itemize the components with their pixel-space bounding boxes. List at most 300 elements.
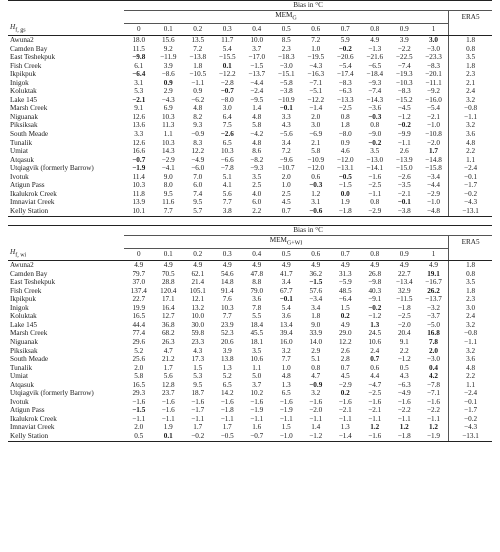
bias-value: −1.7 — [191, 406, 205, 415]
era5-value: 1.8 — [449, 36, 493, 45]
bias-value: 67.7 — [279, 286, 293, 295]
bias-value: 9.5 — [193, 380, 203, 389]
bias-value: 10.3 — [220, 147, 234, 156]
bias-value: −1.1 — [397, 414, 411, 423]
bias-value: −2.2 — [426, 406, 441, 415]
bias-value: −4.7 — [368, 380, 382, 389]
bias-value: 18.1 — [250, 337, 264, 346]
bias-value: 9.0 — [311, 320, 321, 329]
bias-value: 4.9 — [340, 320, 350, 329]
bias-value: −4.1 — [161, 164, 175, 173]
station-name: East Teshekpuk — [10, 278, 56, 287]
bias-value: −7.8 — [220, 164, 234, 173]
bias-value: 3.6 — [252, 295, 262, 304]
table1-group-row — [8, 10, 492, 23]
bias-value: 6.9 — [163, 104, 173, 113]
bias-value: −4.2 — [250, 130, 264, 139]
bias-value: 1.5 — [281, 423, 291, 432]
bias-value: −14.1 — [366, 164, 384, 173]
bias-value: 1.7 — [429, 147, 438, 156]
bias-value: 0.9 — [340, 138, 350, 147]
bias-value: −2.4 — [250, 87, 264, 96]
bias-value: 4.3 — [399, 372, 409, 381]
era5-value: 3.6 — [449, 130, 493, 139]
table-row — [8, 295, 492, 304]
station-name: Umiat — [10, 147, 28, 156]
table1-group-label: $MEM_G$ — [124, 10, 449, 23]
bias-value: 3.5 — [252, 346, 262, 355]
bias-value: 0.4 — [429, 363, 438, 372]
bias-value: 7.7 — [281, 355, 291, 364]
station-name: Marsh Creek — [10, 104, 48, 113]
bias-value: 5.3 — [134, 87, 144, 96]
table2-title-row — [8, 226, 492, 236]
bias-value: 12.6 — [132, 138, 146, 147]
bias-value: 14.3 — [161, 147, 175, 156]
bias-value: 11.4 — [132, 172, 145, 181]
bias-value: 12.6 — [132, 112, 146, 121]
bias-value: 4.9 — [134, 261, 144, 270]
table1-column-header: 0.8 — [360, 23, 390, 35]
bias-value: 2.3 — [281, 44, 291, 53]
era5-value: 3.5 — [449, 278, 493, 287]
table-row — [8, 398, 492, 407]
bias-value: −13.7 — [425, 295, 442, 304]
table-row — [8, 278, 492, 287]
bias-value: −1.0 — [426, 121, 441, 130]
bias-value: −4.9 — [397, 389, 411, 398]
bias-value: −7.4 — [368, 87, 382, 96]
station-name: Ikpikpuk — [10, 70, 36, 79]
bias-value: 14.0 — [309, 337, 323, 346]
bias-value: 37.0 — [132, 278, 146, 287]
bias-value: −16.0 — [425, 95, 442, 104]
bias-value: 16.5 — [132, 312, 146, 321]
table2-column-header-row — [8, 248, 492, 260]
bias-value: 4.3 — [281, 121, 291, 130]
bias-value: 48.5 — [338, 286, 352, 295]
bias-value: −10.3 — [395, 78, 413, 87]
bias-value: 52.3 — [220, 329, 234, 338]
bias-value: 3.3 — [134, 130, 144, 139]
bias-value: −1.0 — [426, 198, 441, 207]
bias-value: 5.4 — [222, 44, 232, 53]
bias-value: −6.6 — [220, 155, 234, 164]
bias-value: 11.8 — [132, 189, 145, 198]
bias-value: 0.9 — [163, 78, 173, 87]
bias-value: 4.9 — [163, 261, 173, 270]
era5-value: 1.8 — [449, 261, 493, 270]
table-row — [8, 104, 492, 113]
bias-value: −0.5 — [213, 432, 243, 441]
station-name: Koluktak — [10, 87, 37, 96]
bias-value: 26.8 — [368, 269, 382, 278]
table2-group-row — [8, 235, 492, 248]
bias-value: 22.7 — [132, 295, 146, 304]
table2-column-header: 1 — [419, 248, 449, 260]
bias-value: −5.9 — [338, 278, 352, 287]
bias-value: −4.4 — [250, 78, 264, 87]
bias-value: 7.7 — [222, 312, 232, 321]
bias-value: 16.8 — [427, 329, 440, 338]
bias-value: 2.2 — [399, 346, 409, 355]
bias-value: 31.3 — [338, 269, 352, 278]
bias-value: 5.0 — [252, 372, 262, 381]
table2-column-header: 0.9 — [390, 248, 420, 260]
table1-column-header: 0.5 — [272, 23, 302, 35]
bias-value: 47.8 — [250, 269, 264, 278]
station-name: Ivotuk — [10, 397, 29, 406]
era5-value: 3.2 — [449, 121, 493, 130]
bias-value: 0.8 — [311, 363, 321, 372]
bias-value: −1.1 — [426, 414, 441, 423]
era5-value: 3.2 — [449, 347, 493, 356]
bias-value: 3.9 — [222, 346, 232, 355]
bias-value: −2.1 — [397, 189, 411, 198]
bias-value: −20.1 — [425, 70, 442, 79]
bias-value: 5.8 — [252, 121, 262, 130]
bias-value: 0.0 — [340, 189, 350, 198]
bias-value: −0.6 — [301, 207, 331, 216]
bias-value: −8.3 — [397, 87, 411, 96]
bias-value: −0.7 — [220, 87, 234, 96]
bias-value: 10.3 — [161, 138, 175, 147]
table-row — [8, 139, 492, 148]
bias-value: −3.4 — [426, 172, 441, 181]
bias-value: 3.6 — [281, 312, 291, 321]
bias-value: 105.1 — [189, 286, 206, 295]
bias-value: −2.0 — [426, 138, 441, 147]
bias-value: −2.0 — [309, 406, 323, 415]
bias-value: 3.3 — [281, 112, 291, 121]
table-row — [8, 96, 492, 105]
bias-value: −4.3 — [309, 61, 323, 70]
table2-body — [8, 261, 492, 441]
bias-value: −1.2 — [301, 432, 331, 441]
bias-value: 9.2 — [163, 44, 173, 53]
bias-value: 4.3 — [193, 346, 203, 355]
table1-column-header: 0.7 — [331, 23, 361, 35]
bias-value: 1.2 — [429, 423, 438, 432]
table-row — [8, 423, 492, 432]
station-name: Inigok — [10, 78, 29, 87]
table2-column-header: 0.1 — [154, 248, 184, 260]
station-name: Imnaviat Creek — [10, 423, 55, 432]
bias-value: −1.6 — [161, 397, 175, 406]
bias-value: 36.8 — [161, 320, 175, 329]
bias-value: −6.4 — [338, 295, 352, 304]
era5-value: 2.4 — [449, 312, 493, 321]
bias-value: 12.7 — [161, 312, 175, 321]
bias-value: 4.2 — [429, 372, 438, 381]
bias-value: 1.8 — [193, 61, 203, 70]
bias-value: 7.5 — [222, 121, 232, 130]
bias-value: 28.8 — [161, 278, 175, 287]
bias-value: 2.6 — [340, 346, 350, 355]
bias-value: −1.6 — [250, 397, 264, 406]
bias-value: 1.0 — [281, 363, 291, 372]
bias-value: 7.8 — [429, 337, 438, 346]
bias-value: −3.0 — [279, 61, 293, 70]
bias-value: −1.6 — [397, 397, 411, 406]
bias-value: 3.0 — [429, 36, 438, 45]
bias-value: −7.1 — [309, 78, 323, 87]
bias-value: 4.1 — [222, 181, 232, 190]
station-name: Niguanak — [10, 337, 38, 346]
bias-value: −2.9 — [426, 189, 441, 198]
bias-value: 26.2 — [427, 286, 440, 295]
bias-value: 0.7 — [370, 355, 380, 364]
station-name: Inigok — [10, 303, 29, 312]
bias-value: −0.2 — [368, 138, 382, 147]
bias-value: 4.5 — [340, 372, 350, 381]
bias-value: −1.6 — [132, 397, 146, 406]
station-name: Awuna2 — [10, 36, 34, 45]
bias-value: 45.5 — [250, 329, 264, 338]
table-row — [8, 364, 492, 373]
bias-value: −1.6 — [368, 397, 382, 406]
station-name: Fish Creek — [10, 61, 42, 70]
bias-value: −2.9 — [338, 380, 352, 389]
era5-value: −2.4 — [449, 164, 493, 173]
bias-value: −1.6 — [220, 397, 234, 406]
bias-value: −1.2 — [397, 355, 411, 364]
bias-value: 6.0 — [252, 198, 262, 207]
bias-value: −1.5 — [250, 61, 264, 70]
bias-value: 70.5 — [161, 269, 175, 278]
bias-value: 4.9 — [340, 261, 350, 270]
bias-value: 4.9 — [399, 261, 409, 270]
bias-value: 5.7 — [183, 207, 213, 216]
bias-value: −6.3 — [338, 87, 352, 96]
bias-value: 4.9 — [429, 261, 438, 270]
era5-value: 4.8 — [449, 139, 493, 148]
bias-value: −7.4 — [397, 61, 411, 70]
bias-value: −9.5 — [250, 95, 264, 104]
station-name: Ivotuk — [10, 172, 29, 181]
table1-column-header: 0 — [124, 23, 154, 35]
bias-value: −9.3 — [250, 164, 264, 173]
bias-value: 12.1 — [191, 295, 205, 304]
bias-value: −10.5 — [189, 70, 207, 79]
era5-value: −0.8 — [449, 104, 493, 113]
bias-value: −1.6 — [426, 397, 441, 406]
bias-value: −1.1 — [220, 414, 234, 423]
bias-value: 4.0 — [252, 189, 262, 198]
bias-value: −11.5 — [396, 295, 413, 304]
era5-value: 0.8 — [449, 45, 493, 54]
bias-value: 1.6 — [252, 423, 262, 432]
bias-value: −13.4 — [395, 278, 413, 287]
bias-value: 2.6 — [399, 147, 409, 156]
bias-value: 4.9 — [281, 261, 291, 270]
bias-value: 3.9 — [163, 61, 173, 70]
bias-value: 13.4 — [279, 320, 293, 329]
bias-value: 39.4 — [279, 329, 293, 338]
bias-value: −0.1 — [397, 198, 411, 207]
bias-value: 9.0 — [163, 172, 173, 181]
bias-value: 10.3 — [161, 112, 175, 121]
bias-value: −8.2 — [250, 155, 264, 164]
bias-value: −13.8 — [189, 53, 207, 62]
bias-value: −17.0 — [248, 53, 266, 62]
table1-column-header: 0.1 — [154, 23, 184, 35]
bias-value: −1.6 — [309, 397, 323, 406]
bias-value: 9.5 — [193, 198, 203, 207]
table2-era-label: ERA5 — [449, 235, 493, 248]
era5-value: −0.2 — [449, 190, 493, 199]
bias-value: 2.0 — [311, 112, 321, 121]
bias-value: 2.5 — [252, 181, 262, 190]
era5-value: 0.8 — [449, 270, 493, 279]
bias-value: 91.4 — [220, 286, 234, 295]
bias-value: 10.6 — [250, 355, 264, 364]
era5-value: 1.8 — [449, 287, 493, 296]
bias-value: 8.6 — [252, 147, 262, 156]
bias-value: −8.3 — [426, 61, 441, 70]
bias-value: −1.5 — [132, 406, 146, 415]
table2-group-label: $MEM_{G+WI}$ — [124, 235, 449, 248]
bias-value: 3.0 — [311, 121, 321, 130]
bias-value: 16.4 — [161, 303, 175, 312]
bias-value: 10.1 — [124, 207, 154, 216]
bias-value: −2.1 — [426, 112, 441, 121]
bias-value: 1.7 — [193, 423, 203, 432]
bias-value: 0.5 — [124, 432, 154, 441]
bias-value: 4.6 — [340, 147, 350, 156]
bias-value: −6.3 — [397, 380, 411, 389]
bias-value: −20.6 — [336, 53, 354, 62]
station-name: Tunalik — [10, 363, 33, 372]
station-name: Marsh Creek — [10, 329, 48, 338]
bias-value: −0.1 — [279, 104, 293, 113]
bias-value: −3.5 — [397, 181, 411, 190]
station-name: Camden Bay — [10, 269, 48, 278]
bias-value: −1.1 — [309, 414, 323, 423]
bias-value: 5.5 — [252, 312, 262, 321]
table-row — [8, 389, 492, 398]
bias-value: 13.5 — [191, 36, 205, 45]
table-row — [8, 198, 492, 207]
table2-era-column-header — [449, 248, 493, 260]
bias-value: 1.8 — [311, 312, 321, 321]
bias-value: 6.5 — [222, 380, 232, 389]
bias-value: −2.1 — [132, 95, 146, 104]
era5-value: −13.1 — [449, 432, 493, 441]
bias-value: 1.3 — [281, 380, 291, 389]
bias-value: 10.0 — [250, 36, 264, 45]
era5-value: 3.5 — [449, 53, 493, 62]
bias-value: −4.4 — [426, 181, 441, 190]
era5-value: 2.4 — [449, 87, 493, 96]
station-name: Atigun Pass — [10, 406, 45, 415]
bias-value: −18.4 — [366, 70, 384, 79]
bias-value: 12.2 — [338, 337, 352, 346]
bias-value: −2.8 — [220, 78, 234, 87]
bias-value: 0.8 — [370, 121, 380, 130]
bias-value: −10.9 — [277, 95, 295, 104]
bias-value: 3.4 — [281, 138, 291, 147]
station-name: Tunalik — [10, 138, 33, 147]
bias-value: 16.0 — [279, 337, 293, 346]
station-name: Ikpikpuk — [10, 295, 36, 304]
bias-value: 44.4 — [132, 320, 146, 329]
bias-value: 25.6 — [132, 355, 146, 364]
bias-value: 41.7 — [279, 269, 293, 278]
bias-value: 2.0 — [134, 423, 144, 432]
bias-value: −12.0 — [307, 164, 325, 173]
bias-value: 0.2 — [340, 312, 350, 321]
bias-value: −9.2 — [426, 87, 441, 96]
station-name: Ikalukrok Creek — [10, 189, 57, 198]
era5-value: −1.1 — [449, 338, 493, 347]
bias-value: 12.2 — [191, 147, 205, 156]
station-name: Kelly Station — [8, 432, 124, 441]
table-row — [8, 355, 492, 364]
bias-value: −13.9 — [395, 155, 413, 164]
bias-value: 5.2 — [134, 346, 144, 355]
table-row — [8, 130, 492, 139]
bias-value: 4.9 — [193, 261, 203, 270]
era5-value: 2.3 — [449, 295, 493, 304]
bias-value: 3.9 — [399, 36, 409, 45]
bias-value: 40.3 — [368, 286, 382, 295]
bias-value: 1.5 — [340, 303, 350, 312]
bias-value: 1.5 — [193, 363, 203, 372]
era5-value: 3.2 — [449, 321, 493, 330]
bias-value: −1.4 — [309, 104, 323, 113]
table-row — [8, 156, 492, 165]
bias-value: 7.7 — [222, 198, 232, 207]
bias-value: −1.8 — [331, 207, 361, 216]
bias-value: −16.3 — [307, 70, 325, 79]
table-row — [8, 415, 492, 424]
bias-value: −23.3 — [425, 53, 442, 62]
era5-value: 3.2 — [449, 96, 493, 105]
bias-value: −5.8 — [279, 78, 293, 87]
bias-value: −5.1 — [309, 87, 323, 96]
bias-value: −1.1 — [279, 414, 293, 423]
bias-value: 7.2 — [311, 36, 321, 45]
bias-value: −0.2 — [338, 44, 352, 53]
bias-value: 1.7 — [222, 423, 232, 432]
bias-value: −1.9 — [279, 406, 293, 415]
bias-value: 0.7 — [340, 363, 350, 372]
bias-value: 1.4 — [252, 104, 262, 113]
bias-value: −8.0 — [338, 130, 352, 139]
bias-value: 2.0 — [281, 172, 291, 181]
table2-title: Bias in °C — [124, 226, 492, 236]
era5-value: 2.1 — [449, 79, 493, 88]
table-row — [8, 113, 492, 122]
bias-value: −1.6 — [191, 397, 205, 406]
station-name: Awuna2 — [10, 261, 34, 270]
bias-value: 7.2 — [193, 44, 203, 53]
bias-value: 20.6 — [220, 337, 234, 346]
bias-value: 3.2 — [281, 346, 291, 355]
bias-value: −13.0 — [366, 155, 384, 164]
bias-value: −9.3 — [368, 78, 382, 87]
bias-value: 3.2 — [311, 389, 321, 398]
bias-value: 1.0 — [311, 44, 321, 53]
bias-value: 23.9 — [220, 320, 234, 329]
bias-value: −2.0 — [397, 320, 411, 329]
bias-value: −1.8 — [397, 303, 411, 312]
bias-value: −1.1 — [397, 138, 411, 147]
bias-value: 1.7 — [163, 363, 173, 372]
bias-value: −2.6 — [220, 130, 234, 139]
bias-value: 3.1 — [311, 198, 321, 207]
